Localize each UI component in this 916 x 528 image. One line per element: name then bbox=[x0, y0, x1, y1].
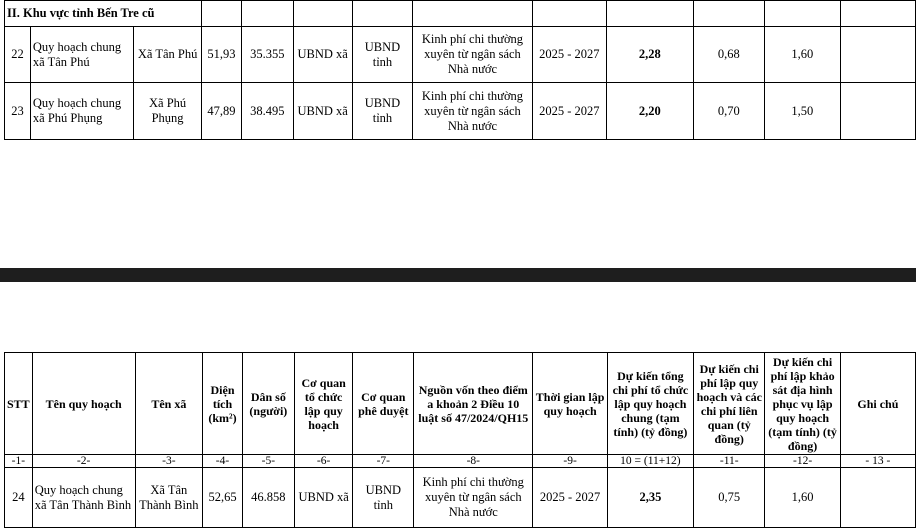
index-cell: -5- bbox=[242, 455, 294, 468]
page-bottom bbox=[0, 282, 916, 525]
table-row bbox=[5, 27, 916, 83]
header-plan-name: Tên quy hoạch bbox=[32, 353, 135, 455]
time-cell: 2025 - 2027 bbox=[533, 468, 607, 528]
index-cell: -6- bbox=[294, 455, 353, 468]
index-row bbox=[5, 455, 916, 468]
section-row bbox=[5, 1, 916, 27]
header-population: Dân số (người) bbox=[242, 353, 294, 455]
header-note: Ghi chú bbox=[840, 353, 915, 455]
header-area: Diện tích (km²) bbox=[203, 353, 243, 455]
commune-cell: Xã Tân Thành Bình bbox=[135, 468, 202, 528]
plan-name-cell: Quy hoạch chung xã Tân Phú bbox=[30, 27, 133, 83]
header-fund: Nguồn vốn theo điểm a khoản 2 Điều 10 luật số 47/2024/QH15 bbox=[414, 353, 533, 455]
commune-cell: Xã Tân Phú bbox=[134, 27, 202, 83]
index-cell: - 13 - bbox=[840, 455, 915, 468]
population-cell: 46.858 bbox=[242, 468, 294, 528]
index-cell: -4- bbox=[203, 455, 243, 468]
table-row bbox=[5, 468, 916, 528]
org-cell: UBND xã bbox=[293, 27, 352, 83]
index-cell: -3- bbox=[135, 455, 202, 468]
index-cell: -8- bbox=[414, 455, 533, 468]
approve-cell: UBND tỉnh bbox=[352, 83, 413, 140]
index-cell: -9- bbox=[533, 455, 607, 468]
org-cell: UBND xã bbox=[293, 83, 352, 140]
page-separator bbox=[0, 268, 916, 282]
index-cell: -1- bbox=[5, 455, 33, 468]
header-total-cost: Dự kiến tổng chi phí tổ chức lập quy hoạch chung (tạm tính) (tỷ đồng) bbox=[607, 353, 693, 455]
index-cell: -7- bbox=[353, 455, 414, 468]
total-cost-cell: 2,20 bbox=[607, 83, 693, 140]
commune-cell: Xã Phú Phụng bbox=[134, 83, 202, 140]
table-row bbox=[5, 83, 916, 140]
plan-cost-cell: 0,75 bbox=[694, 468, 765, 528]
approve-cell: UBND tỉnh bbox=[352, 27, 413, 83]
index-cell: -2- bbox=[32, 455, 135, 468]
area-cell: 47,89 bbox=[201, 83, 241, 140]
fund-cell: Kinh phí chi thường xuyên từ ngân sách Nhà nước bbox=[413, 83, 532, 140]
time-cell: 2025 - 2027 bbox=[532, 83, 607, 140]
population-cell: 35.355 bbox=[241, 27, 293, 83]
header-time: Thời gian lập quy hoạch bbox=[533, 353, 607, 455]
area-cell: 52,65 bbox=[203, 468, 243, 528]
note-cell bbox=[840, 468, 915, 528]
fund-cell: Kinh phí chi thường xuyên từ ngân sách Nhà nước bbox=[413, 27, 532, 83]
header-commune: Tên xã bbox=[135, 353, 202, 455]
note-cell bbox=[840, 27, 915, 83]
stt-cell: 22 bbox=[5, 27, 31, 83]
area-cell: 51,93 bbox=[201, 27, 241, 83]
header-approve: Cơ quan phê duyệt bbox=[353, 353, 414, 455]
header-row bbox=[5, 353, 916, 455]
time-cell: 2025 - 2027 bbox=[532, 27, 607, 83]
plan-table-top bbox=[4, 0, 916, 140]
org-cell: UBND xã bbox=[294, 468, 353, 528]
survey-cost-cell: 1,60 bbox=[765, 27, 841, 83]
total-cost-cell: 2,35 bbox=[607, 468, 693, 528]
fund-cell: Kinh phí chi thường xuyên từ ngân sách Nhà nước bbox=[414, 468, 533, 528]
plan-cost-cell: 0,70 bbox=[693, 83, 765, 140]
population-cell: 38.495 bbox=[241, 83, 293, 140]
header-plan-cost: Dự kiến chi phí lập quy hoạch và các chi phí liên quan (tỷ đồng) bbox=[694, 353, 765, 455]
header-stt: STT bbox=[5, 353, 33, 455]
stt-cell: 23 bbox=[5, 83, 31, 140]
index-cell: -11- bbox=[694, 455, 765, 468]
plan-cost-cell: 0,68 bbox=[693, 27, 765, 83]
header-org: Cơ quan tổ chức lập quy hoạch bbox=[294, 353, 353, 455]
header-survey-cost: Dự kiến chi phí lập khảo sát địa hình phục vụ lập quy hoạch (tạm tính) (tỷ đồng) bbox=[765, 353, 840, 455]
index-cell: 10 = (11+12) bbox=[607, 455, 693, 468]
stt-cell: 24 bbox=[5, 468, 33, 528]
survey-cost-cell: 1,60 bbox=[765, 468, 840, 528]
total-cost-cell: 2,28 bbox=[607, 27, 693, 83]
section-title: II. Khu vực tỉnh Bến Tre cũ bbox=[5, 1, 202, 27]
index-cell: -12- bbox=[765, 455, 840, 468]
plan-table-bottom bbox=[4, 352, 916, 528]
plan-name-cell: Quy hoạch chung xã Tân Thành Bình bbox=[32, 468, 135, 528]
note-cell bbox=[840, 83, 915, 140]
approve-cell: UBND tỉnh bbox=[353, 468, 414, 528]
plan-name-cell: Quy hoạch chung xã Phú Phụng bbox=[30, 83, 133, 140]
survey-cost-cell: 1,50 bbox=[765, 83, 841, 140]
